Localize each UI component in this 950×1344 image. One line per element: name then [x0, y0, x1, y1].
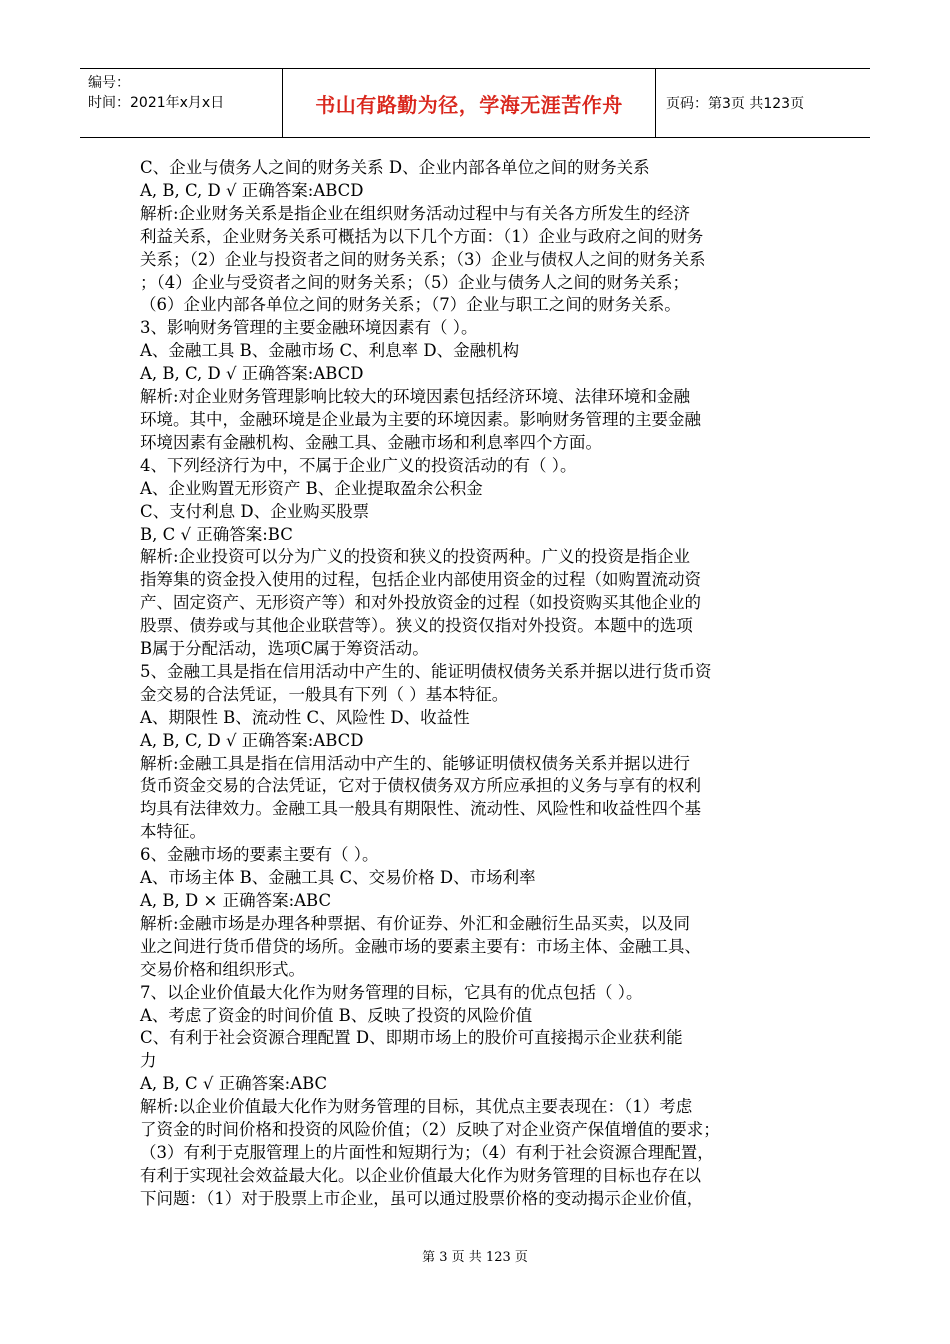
- text-line: C、支付利息 D、企业购买股票: [140, 501, 370, 521]
- text-line: 股票、债券或与其他企业联营等）。狭义的投资仅指对外投资。本题中的选项: [140, 616, 693, 636]
- text-line: 关系；（2）企业与投资者之间的财务关系；（3）企业与债权人之间的财务关系: [140, 249, 706, 269]
- text-line: ；（4）企业与受资者之间的财务关系；（5）企业与债务人之间的财务关系；: [140, 272, 689, 292]
- text-line: 产、固定资产、无形资产等）和对外投放资金的过程（如投资购买其他企业的: [140, 593, 701, 613]
- page-header: [80, 68, 870, 138]
- text-line: A, B, C √ 正确答案:ABC: [140, 1074, 328, 1094]
- text-line: A、企业购置无形资产 B、企业提取盈余公积金: [140, 478, 483, 498]
- text-line: C、企业与债务人之间的财务关系 D、企业内部各单位之间的财务关系: [140, 158, 650, 177]
- text-line: 4、下列经济行为中，不属于企业广义的投资活动的有（ ）。: [140, 455, 577, 475]
- motto-text: 书山有路勤为径，学海无涯苦作舟: [315, 92, 623, 117]
- date-label: 时间：2021年x月x日: [88, 95, 225, 111]
- text-line: A, B, C, D √ 正确答案:ABCD: [140, 730, 364, 750]
- text-line: A、考虑了资金的时间价值 B、反映了投资的风险价值: [140, 1005, 533, 1025]
- text-line: （3）有利于克服管理上的片面性和短期行为；（4）有利于社会资源合理配置，: [140, 1142, 714, 1162]
- text-line: 7、以企业价值最大化作为财务管理的目标，它具有的优点包括（ ）。: [140, 982, 643, 1002]
- text-line: 有利于实现社会效益最大化。以企业价值最大化作为财务管理的目标也存在以: [140, 1165, 701, 1185]
- text-line: A, B, D × 正确答案:ABC: [140, 891, 332, 910]
- text-line: （6）企业内部各单位之间的财务关系；（7）企业与职工之间的财务关系。: [140, 295, 681, 315]
- text-line: A, B, C, D √ 正确答案:ABCD: [140, 180, 364, 200]
- text-line: 环境。其中，金融环境是企业最为主要的环境因素。影响财务管理的主要金融: [140, 409, 701, 429]
- text-line: 本特征。: [140, 822, 206, 842]
- page-info-text: 页码：第3页 共123页: [666, 96, 805, 112]
- text-line: 解析:企业财务关系是指企业在组织财务活动过程中与有关各方所发生的经济: [140, 203, 691, 223]
- text-line: 解析:对企业财务管理影响比较大的环境因素包括经济环境、法律环境和金融: [140, 387, 691, 407]
- text-line: 金交易的合法凭证，一般具有下列（ ）基本特征。: [140, 684, 509, 704]
- text-line: 下问题：（1）对于股票上市企业，虽可以通过股票价格的变动揭示企业价值，: [140, 1188, 704, 1208]
- text-line: 业之间进行货币借贷的场所。金融市场的要素主要有：市场主体、金融工具、: [140, 936, 701, 956]
- page-footer: [0, 1246, 950, 1265]
- text-line: 货币资金交易的合法凭证，它对于债权债务双方所应承担的义务与享有的权利: [140, 776, 701, 796]
- text-line: 力: [140, 1051, 157, 1071]
- text-line: A、市场主体 B、金融工具 C、交易价格 D、市场利率: [140, 868, 536, 888]
- text-line: 3、影响财务管理的主要金融环境因素有（ ）。: [140, 318, 478, 338]
- text-line: 均具有法律效力。金融工具一般具有期限性、流动性、风险性和收益性四个基: [140, 799, 701, 819]
- text-line: 交易价格和组织形式。: [140, 959, 305, 979]
- footer-page-number: 第 3 页 共 123 页: [422, 1250, 528, 1265]
- text-line: B属于分配活动，选项C属于筹资活动。: [140, 639, 429, 659]
- serial-label: 编号：: [88, 75, 130, 91]
- text-line: 利益关系，企业财务关系可概括为以下几个方面：（1）企业与政府之间的财务: [140, 226, 704, 246]
- text-line: 了资金的时间价格和投资的风险价值；（2）反映了对企业资产保值增值的要求；: [140, 1120, 720, 1140]
- text-line: 解析:金融市场是办理各种票据、有价证券、外汇和金融衍生品买卖，以及同: [140, 913, 691, 933]
- text-line: C、有利于社会资源合理配置 D、即期市场上的股价可直接揭示企业获利能: [140, 1028, 683, 1048]
- header-meta: [80, 69, 283, 137]
- header-motto-cell: [283, 69, 656, 137]
- text-line: B, C √ 正确答案:BC: [140, 524, 293, 544]
- text-line: 6、金融市场的要素主要有（ ）。: [140, 845, 379, 865]
- text-line: 指筹集的资金投入使用的过程，包括企业内部使用资金的过程（如购置流动资: [140, 570, 701, 590]
- text-line: 环境因素有金融机构、金融工具、金融市场和利息率四个方面。: [140, 432, 602, 452]
- document-body: [140, 157, 820, 1211]
- text-line: A、金融工具 B、金融市场 C、利息率 D、金融机构: [140, 341, 520, 361]
- text-line: 解析:金融工具是指在信用活动中产生的、能够证明债权债务关系并据以进行: [140, 753, 691, 773]
- text-line: A、期限性 B、流动性 C、风险性 D、收益性: [140, 707, 470, 727]
- text-line: 5、金融工具是指在信用活动中产生的、能证明债权债务关系并据以进行货币资: [140, 661, 712, 681]
- header-page-info: [656, 69, 870, 137]
- text-line: 解析:企业投资可以分为广义的投资和狭义的投资两种。广义的投资是指企业: [140, 547, 691, 567]
- text-line: A, B, C, D √ 正确答案:ABCD: [140, 364, 364, 384]
- text-line: 解析:以企业价值最大化作为财务管理的目标，其优点主要表现在：（1）考虑: [140, 1097, 693, 1117]
